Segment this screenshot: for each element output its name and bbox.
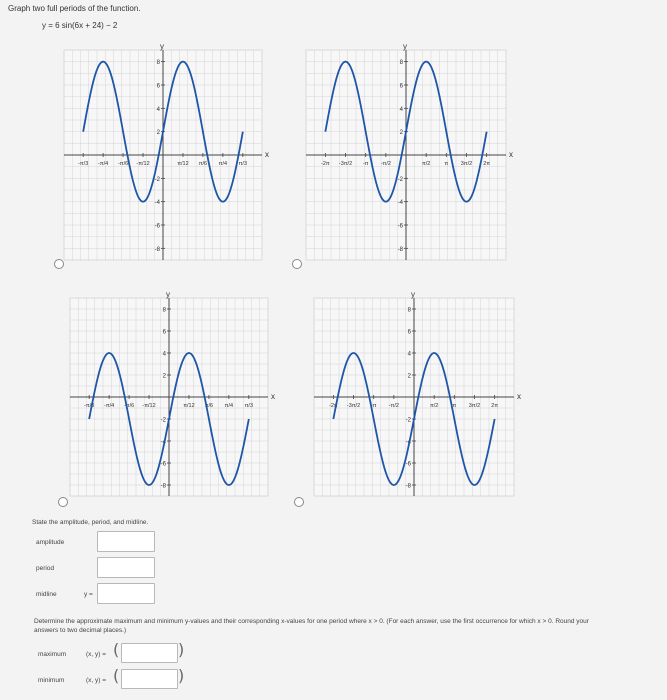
period-input[interactable]	[97, 557, 155, 578]
radio-option-c[interactable]	[58, 497, 68, 507]
maximum-open-paren: (	[113, 640, 120, 659]
maximum-xy-prefix: (x, y) =	[86, 651, 107, 658]
x-tick-label: -3π/2	[338, 161, 353, 167]
state-prompt: State the amplitude, period, and midline.	[32, 519, 149, 526]
radio-option-a[interactable]	[54, 259, 64, 269]
amplitude-input[interactable]	[97, 531, 155, 552]
x-tick-label: π/2	[421, 161, 431, 167]
y-tick-label: 4	[407, 351, 411, 358]
amplitude-label: amplitude	[36, 539, 65, 546]
question-title: Graph two full periods of the function.	[8, 4, 141, 13]
y-tick-label: 2	[156, 130, 160, 137]
y-tick-label: -2	[397, 176, 403, 183]
x-tick-label: -π/6	[123, 403, 135, 409]
y-tick-label: 8	[156, 60, 160, 67]
x-tick-label: -π/4	[104, 403, 115, 409]
x-tick-label: -2π	[329, 403, 338, 409]
y-tick-label: -8	[405, 483, 411, 490]
x-tick-label: π	[452, 403, 457, 409]
y-axis-label: y	[166, 292, 170, 299]
midline-input[interactable]	[97, 583, 155, 604]
y-tick-label: -8	[397, 246, 403, 253]
y-tick-label: 8	[407, 307, 411, 314]
graph-option-c	[60, 292, 280, 504]
x-tick-label: -π	[370, 403, 377, 409]
x-tick-label: 3π/2	[460, 161, 473, 167]
x-tick-label: -π/12	[136, 161, 150, 167]
x-tick-label: π/4	[218, 161, 228, 167]
x-tick-label: π/6	[204, 403, 214, 409]
x-tick-label: π	[444, 161, 449, 167]
x-tick-label: 2π	[491, 403, 499, 409]
graph-option-a	[54, 40, 274, 270]
y-tick-label: 6	[162, 329, 166, 336]
y-tick-label: -8	[154, 246, 160, 253]
y-tick-label: 2	[407, 373, 411, 380]
midline-prefix: y =	[84, 591, 93, 598]
x-tick-label: -π/3	[84, 403, 95, 409]
y-tick-label: 4	[162, 351, 166, 358]
y-tick-label: 8	[399, 60, 403, 67]
y-tick-label: 2	[162, 373, 166, 380]
y-tick-label: 6	[407, 329, 411, 336]
x-tick-label: -π/6	[117, 161, 129, 167]
x-tick-label: 2π	[483, 161, 491, 167]
x-tick-label: -π/2	[380, 161, 391, 167]
y-tick-label: -4	[405, 439, 411, 446]
y-axis-label: y	[411, 292, 415, 299]
maximum-input[interactable]	[121, 643, 178, 663]
y-tick-label: -4	[160, 439, 166, 446]
period-label: period	[36, 565, 55, 572]
y-axis-label: y	[160, 42, 164, 51]
maximum-label: maximum	[38, 651, 67, 658]
y-tick-label: -6	[397, 223, 403, 230]
y-tick-label: 4	[156, 106, 160, 113]
y-tick-label: 6	[399, 83, 403, 90]
y-tick-label: -2	[405, 417, 411, 424]
minimum-label: minimum	[38, 677, 65, 684]
x-tick-label: -π/2	[388, 403, 399, 409]
function-equation: y = 6 sin(6x + 24) − 2	[42, 21, 118, 30]
minimum-open-paren: (	[113, 666, 120, 685]
x-tick-label: π/12	[177, 161, 189, 167]
x-tick-label: 3π/2	[468, 403, 481, 409]
x-tick-label: π/4	[224, 403, 234, 409]
minimum-xy-prefix: (x, y) =	[86, 677, 107, 684]
x-tick-label: π/2	[429, 403, 439, 409]
x-tick-label: -3π/2	[346, 403, 361, 409]
y-tick-label: 2	[399, 130, 403, 137]
y-tick-label: -6	[154, 223, 160, 230]
y-tick-label: -2	[154, 176, 160, 183]
y-tick-label: -4	[154, 200, 160, 207]
y-tick-label: -6	[160, 461, 166, 468]
x-tick-label: π/3	[244, 403, 254, 409]
x-tick-label: -π/12	[142, 403, 156, 409]
y-axis-label: y	[403, 42, 407, 51]
radio-option-d[interactable]	[294, 497, 304, 507]
x-tick-label: π/3	[238, 161, 248, 167]
x-axis-label: x	[265, 150, 269, 159]
x-tick-label: -π/3	[78, 161, 89, 167]
minimum-close-paren: )	[178, 666, 185, 685]
graph-option-d	[298, 292, 530, 504]
x-tick-label: π/6	[198, 161, 208, 167]
x-tick-label: -π	[362, 161, 369, 167]
y-tick-label: -8	[160, 483, 166, 490]
x-axis-label: x	[517, 392, 521, 401]
minimum-input[interactable]	[121, 669, 178, 689]
x-axis-label: x	[271, 392, 275, 401]
x-tick-label: -2π	[321, 161, 330, 167]
y-tick-label: 8	[162, 307, 166, 314]
maximum-close-paren: )	[178, 640, 185, 659]
graph-option-b	[290, 40, 522, 270]
midline-label: midline	[36, 591, 57, 598]
y-tick-label: -2	[160, 417, 166, 424]
y-tick-label: -4	[397, 200, 403, 207]
radio-option-b[interactable]	[292, 259, 302, 269]
x-tick-label: -π/4	[98, 161, 109, 167]
y-tick-label: 4	[399, 106, 403, 113]
y-tick-label: 6	[156, 83, 160, 90]
determine-instructions: Determine the approximate maximum and minimum y-values and their corresponding x-values for one period where x > 0. (For each answer, use the first occurrence for which x > 0. Round your answers to two decimal places.)	[34, 618, 589, 634]
y-tick-label: -6	[405, 461, 411, 468]
x-axis-label: x	[509, 150, 513, 159]
x-tick-label: π/12	[183, 403, 195, 409]
